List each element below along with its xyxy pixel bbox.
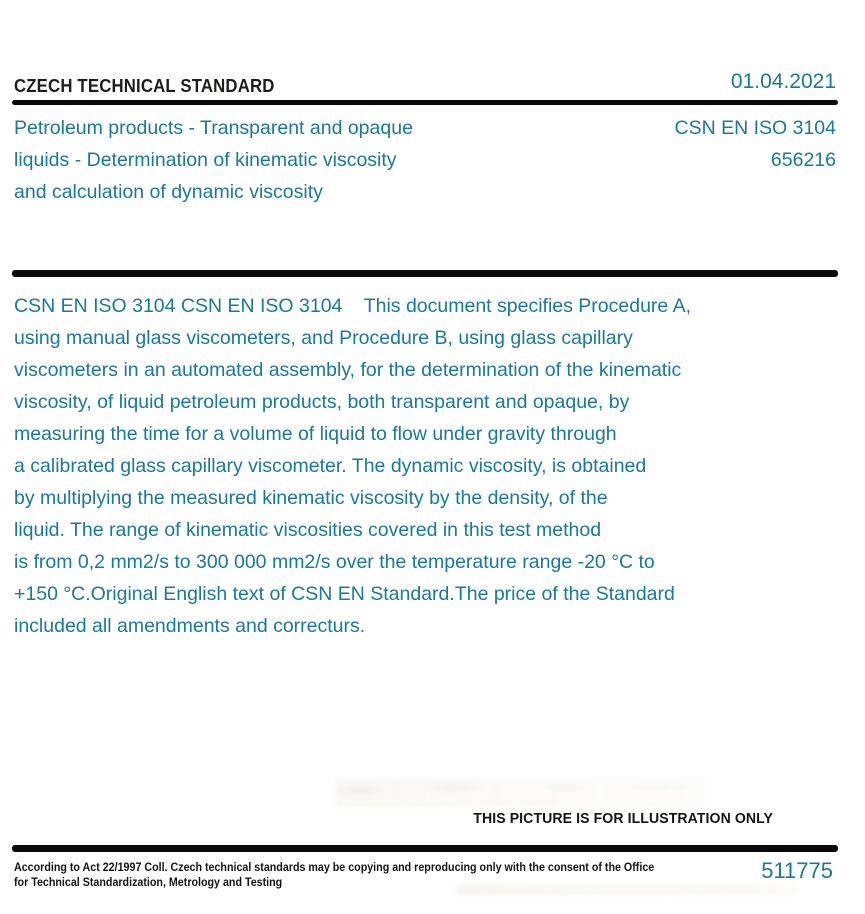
- copyright-legal-notice: [14, 861, 654, 890]
- abstract-line: included all amendments and correcturs.: [14, 615, 366, 637]
- standard-designation: CSN EN ISO 3104: [674, 117, 836, 139]
- abstract-line: viscometers in an automated assembly, for the determination of the kinematic: [14, 359, 682, 381]
- abstract-line: measuring the time for a volume of liquid to flow under gravity through: [14, 423, 617, 445]
- legal-notice-line: for Technical Standardization, Metrology and Testing: [14, 876, 283, 889]
- abstract-line: a calibrated glass capillary viscometer. The dynamic viscosity, is obtained: [14, 455, 647, 477]
- abstract-line: +150 °C.Original English text of CSN EN Standard.The price of the Standard: [14, 583, 675, 605]
- abstract-line: by multiplying the measured kinematic viscosity by the density, of the: [14, 487, 608, 509]
- illustration-only-note: THIS PICTURE IS FOR ILLUSTRATION ONLY: [473, 811, 773, 827]
- abstract-line: liquid. The range of kinematic viscosities covered in this test method: [14, 519, 602, 541]
- publication-date: 01.04.2021: [730, 70, 836, 93]
- abstract-line: CSN EN ISO 3104 CSN EN ISO 3104 This document specifies Procedure A,: [14, 295, 692, 317]
- legal-notice-line: According to Act 22/1997 Coll. Czech technical standards may be copying and reproducing only with the consent of the Office: [14, 862, 655, 874]
- standard-identifiers: [675, 112, 836, 176]
- abstract-line: using manual glass viscometers, and Procedure B, using glass capillary: [14, 327, 633, 349]
- standard-title-line: Petroleum products - Transparent and opaque: [14, 117, 413, 139]
- abstract-line: viscosity, of liquid petroleum products, both transparent and opaque, by: [14, 391, 630, 413]
- title-divider-rule: [12, 270, 838, 277]
- standard-title: [14, 112, 413, 208]
- standard-title-line: and calculation of dynamic viscosity: [14, 181, 323, 203]
- standard-class-number: 656216: [770, 149, 836, 171]
- faint-watermark: [335, 778, 705, 808]
- header-divider-rule: [12, 100, 838, 105]
- order-number: 511775: [761, 858, 833, 883]
- standard-type-label: CZECH TECHNICAL STANDARD: [14, 76, 275, 96]
- abstract-line: is from 0,2 mm2/s to 300 000 mm2/s over the temperature range -20 °C to: [14, 551, 655, 573]
- abstract-text: [14, 290, 691, 642]
- footer-divider-rule: [12, 845, 838, 852]
- standard-title-line: liquids - Determination of kinematic viscosity: [14, 149, 397, 171]
